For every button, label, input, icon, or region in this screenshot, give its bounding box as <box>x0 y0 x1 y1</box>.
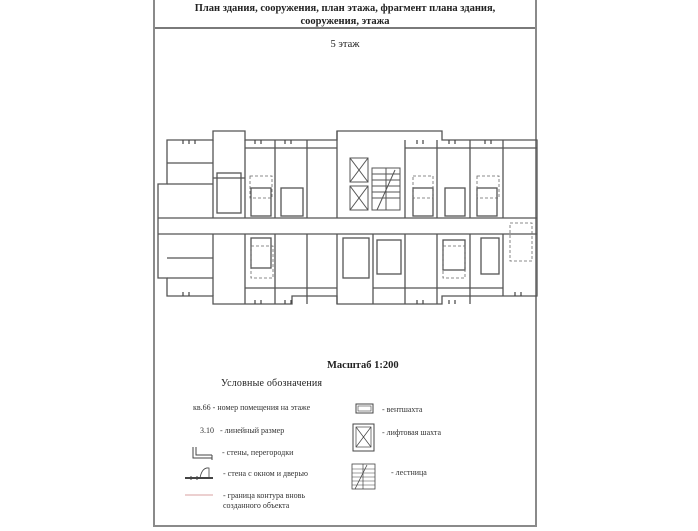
legend-label: - номер помещения на этаже <box>212 403 311 412</box>
legend-item-contour <box>185 491 385 515</box>
legend-item-dimension <box>200 426 284 435</box>
contour-line-icon <box>185 491 215 499</box>
legend-label-line2: созданного объекта <box>223 501 290 510</box>
drawing-sheet <box>153 0 537 527</box>
wall-icon <box>190 446 214 462</box>
legend-label: - лестница <box>391 468 427 477</box>
stairs-icon <box>351 463 377 491</box>
wall-window-door-icon <box>185 466 215 482</box>
title-line-1: План здания, сооружения, план этажа, фрагмент плана здания, <box>194 3 496 14</box>
floor-label: 5 этаж <box>330 39 360 50</box>
legend-title: Условные обозначения <box>221 378 323 389</box>
title-block <box>155 0 535 29</box>
legend-label: - стены, перегородки <box>222 448 294 457</box>
legend-label: - линейный размер <box>220 426 285 435</box>
legend-item-room-number <box>193 403 310 412</box>
legend-label: - лифтовая шахта <box>382 428 442 437</box>
legend-item-stairs <box>351 463 511 493</box>
title-line-2: сооружения, этажа <box>300 16 390 27</box>
legend-label: - вентшахта <box>382 405 423 414</box>
floor-plan <box>155 128 539 308</box>
legend-item-elevator-shaft <box>352 423 512 453</box>
legend-label: - граница контура вновь <box>223 491 306 500</box>
scale-label: Масштаб 1:200 <box>327 360 399 371</box>
legend-label: - стена с окном и дверью <box>223 469 308 478</box>
dimension-symbol: 3.10 <box>200 426 214 435</box>
room-number-symbol: кв.66 <box>193 403 211 412</box>
vent-shaft-icon <box>355 403 375 415</box>
legend-item-vent-shaft <box>355 403 505 417</box>
elevator-shaft-icon <box>352 423 376 453</box>
